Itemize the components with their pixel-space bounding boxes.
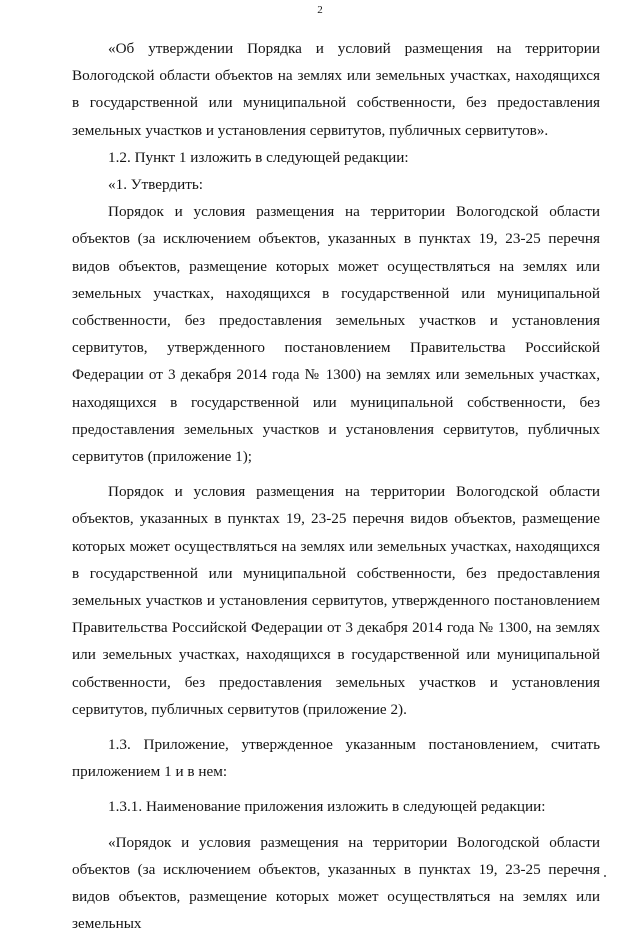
document-body xyxy=(72,35,600,938)
paragraph-procedure-appendix-1: Порядок и условия размещения на территории Вологодской области объектов (за исключением объектов, указанных в пунктах 19, 23-25 перечня видов объектов, размещение которых может осуществляться на землях или земельных участках, находящихся в государственной или муниципальной собственности, без предоставления земельных участков и установления сервитутов, утвержденного постановлением Правительства Российской Федерации от 3 декабря 2014 года № 1300) на землях или земельных участках, находящихся в государственной или муниципальной собственности, без предоставления земельных участков и установления сервитутов, публичных сервитутов (приложение 1); xyxy=(72,203,600,466)
paragraph-new-appendix-title: «Порядок и условия размещения на территории Вологодской области объектов (за исключением объектов, указанных в пунктах 19, 23-25 перечня видов объектов, размещение которых может осуществляться на землях или земельных xyxy=(72,833,600,933)
page-number: 2 xyxy=(317,4,323,16)
paragraph-approve: «1. Утвердить: xyxy=(108,176,204,194)
paragraph-item-1-2: 1.2. Пункт 1 изложить в следующей редакции: xyxy=(108,148,409,166)
paragraph-item-1-3-1: 1.3.1. Наименование приложения изложить в следующей редакции: xyxy=(108,798,546,816)
scan-speck xyxy=(604,875,606,877)
paragraph-resolution-title: «Об утверждении Порядка и условий размещения на территории Вологодской области объектов на землях или земельных участках, находящихся в государственной или муниципальной собственности, без предоставления земельных участков и установления сервитутов, публичных сервитутов». xyxy=(72,40,600,139)
paragraph-item-1-3: 1.3. Приложение, утвержденное указанным постановлением, считать приложением 1 и в нем: xyxy=(72,736,600,781)
paragraph-procedure-appendix-2: Порядок и условия размещения на территории Вологодской области объектов, указанных в пунктах 19, 23-25 перечня видов объектов, размещение которых может осуществляться на землях или земельных участках, находящихся в государственной или муниципальной собственности, без предоставления земельных участков и установления сервитутов, утвержденного постановлением Правительства Российской Федерации от 3 декабря 2014 года № 1300, на землях или земельных участках, находящихся в государственной или муниципальной собственности, без предоставления земельных участков и установления сервитутов, публичных сервитутов (приложение 2). xyxy=(72,483,600,718)
